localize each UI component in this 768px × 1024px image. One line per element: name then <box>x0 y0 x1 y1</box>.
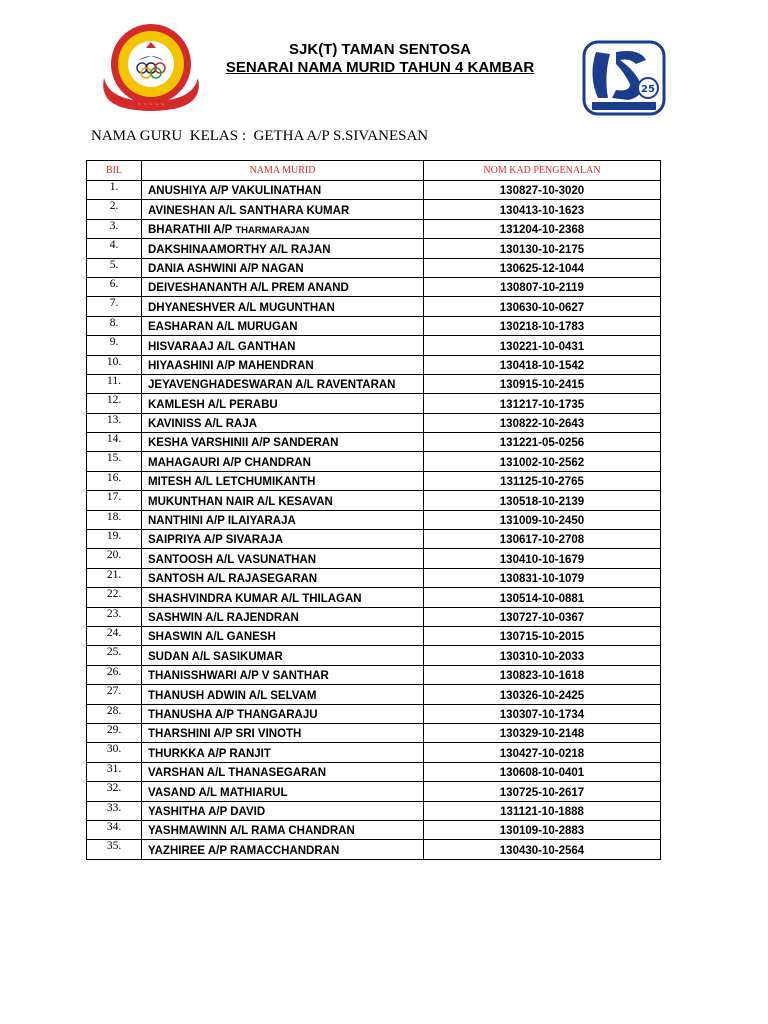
row-number: 4. <box>87 239 142 258</box>
ic-number: 130831-10-1079 <box>424 568 661 587</box>
student-name-text: THANISSHWARI A/P V SANTHAR <box>148 670 329 683</box>
row-number: 31. <box>87 762 142 781</box>
student-name <box>142 588 424 607</box>
student-name-text: SAIPRIYA A/P SIVARAJA <box>148 534 284 547</box>
student-name-text: VASAND A/L MATHIARUL <box>148 786 288 799</box>
student-name <box>142 549 424 568</box>
ic-number: 130109-10-2883 <box>424 820 661 839</box>
student-name <box>142 413 424 432</box>
row-number: 14. <box>87 433 142 452</box>
ic-number: 130430-10-2564 <box>424 840 661 859</box>
student-name <box>142 316 424 335</box>
teacher-line <box>91 128 428 145</box>
row-number: 30. <box>87 743 142 762</box>
table-row <box>87 355 661 374</box>
table-row <box>87 685 661 704</box>
table-row <box>87 549 661 568</box>
student-name <box>142 297 424 316</box>
student-name-text: THANUSH ADWIN A/L SELVAM <box>148 689 317 702</box>
ic-number: 130727-10-0367 <box>424 607 661 626</box>
student-name <box>142 626 424 645</box>
student-name <box>142 239 424 258</box>
list-title: SENARAI NAMA MURID TAHUN 4 KAMBAR <box>225 59 535 76</box>
ic-number: 130725-10-2617 <box>424 782 661 801</box>
table-row <box>87 626 661 645</box>
ic-number: 130307-10-1734 <box>424 704 661 723</box>
student-name-text: SHASHVINDRA KUMAR A/L THILAGAN <box>148 592 362 605</box>
table-row <box>87 646 661 665</box>
student-name-text: DHYANESHVER A/L MUGUNTHAN <box>148 301 335 314</box>
ic-number: 130518-10-2139 <box>424 491 661 510</box>
student-name <box>142 685 424 704</box>
student-name <box>142 665 424 684</box>
row-number: 35. <box>87 840 142 859</box>
row-number: 33. <box>87 801 142 820</box>
student-name-text: SUDAN A/L SASIKUMAR <box>148 650 283 663</box>
student-name <box>142 607 424 626</box>
table-row <box>87 530 661 549</box>
student-name-text: EASHARAN A/L MURUGAN <box>148 321 298 334</box>
student-name <box>142 452 424 471</box>
student-name-text: BHARATHII A/P <box>148 224 233 237</box>
teacher-label: NAMA GURU KELAS : <box>91 128 247 144</box>
table-row <box>87 510 661 529</box>
student-name-text: KESHA VARSHINII A/P SANDERAN <box>148 437 339 450</box>
table-row <box>87 181 661 200</box>
ic-number: 130715-10-2015 <box>424 626 661 645</box>
student-name-text: SASHWIN A/L RAJENDRAN <box>148 611 299 624</box>
table-row <box>87 665 661 684</box>
table-row <box>87 219 661 238</box>
row-number: 22. <box>87 588 142 607</box>
table-row <box>87 258 661 277</box>
ic-number: 130130-10-2175 <box>424 239 661 258</box>
student-name <box>142 840 424 859</box>
ic-number: 130915-10-2415 <box>424 374 661 393</box>
row-number: 27. <box>87 685 142 704</box>
table-row <box>87 723 661 742</box>
row-number: 20. <box>87 549 142 568</box>
table-row <box>87 762 661 781</box>
ic-number: 130514-10-0881 <box>424 588 661 607</box>
ic-column-header: NOM KAD PENGENALAN <box>424 161 661 181</box>
table-row <box>87 316 661 335</box>
ic-number: 130608-10-0401 <box>424 762 661 781</box>
table-row <box>87 452 661 471</box>
teacher-name: GETHA A/P S.SIVANESAN <box>253 128 429 144</box>
ic-number: 131121-10-1888 <box>424 801 661 820</box>
row-number: 1. <box>87 181 142 200</box>
student-name-text: JEYAVENGHADESWARAN A/L RAVENTARAN <box>148 379 396 392</box>
student-name <box>142 568 424 587</box>
row-number: 11. <box>87 374 142 393</box>
row-number: 34. <box>87 820 142 839</box>
student-name-text: MAHAGAURI A/P CHANDRAN <box>148 456 311 469</box>
table-row <box>87 743 661 762</box>
student-name-text: THANUSHA A/P THANGARAJU <box>148 708 318 721</box>
student-name <box>142 181 424 200</box>
table-row <box>87 394 661 413</box>
table-row <box>87 413 661 432</box>
student-name-text: HIYAASHINI A/P MAHENDRAN <box>148 359 314 372</box>
ic-number: 130617-10-2708 <box>424 530 661 549</box>
student-name-text: HISVARAAJ A/L GANTHAN <box>148 340 296 353</box>
table-row <box>87 471 661 490</box>
table-row <box>87 491 661 510</box>
student-name-text: SANTOOSH A/L VASUNATHAN <box>148 553 317 566</box>
ic-number: 130329-10-2148 <box>424 723 661 742</box>
anniversary-25-logo <box>582 40 666 116</box>
student-name-text: THURKKA A/P RANJIT <box>148 747 271 760</box>
student-name-text: SANTOSH A/L RAJASEGARAN <box>148 573 318 586</box>
row-number: 2. <box>87 200 142 219</box>
ic-number: 130326-10-2425 <box>424 685 661 704</box>
ic-number: 130630-10-0627 <box>424 297 661 316</box>
table-row <box>87 588 661 607</box>
student-name <box>142 723 424 742</box>
student-name-text: VARSHAN A/L THANASEGARAN <box>148 767 327 780</box>
row-number: 8. <box>87 316 142 335</box>
ic-number: 130827-10-3020 <box>424 181 661 200</box>
row-number: 28. <box>87 704 142 723</box>
ic-number: 130410-10-1679 <box>424 549 661 568</box>
ic-number: 130427-10-0218 <box>424 743 661 762</box>
student-name-text: MITESH A/L LETCHUMIKANTH <box>148 476 316 489</box>
student-name-text: NANTHINI A/P ILAIYARAJA <box>148 515 296 528</box>
svg-text:~ ~ ~ ~ ~: ~ ~ ~ ~ ~ <box>137 102 165 108</box>
table-row <box>87 336 661 355</box>
student-name <box>142 219 424 238</box>
student-name <box>142 471 424 490</box>
school-name: SJK(T) TAMAN SENTOSA <box>289 41 471 58</box>
student-name-text: AVINESHAN A/L SANTHARA KUMAR <box>148 204 350 217</box>
ic-number: 131002-10-2562 <box>424 452 661 471</box>
table-row <box>87 782 661 801</box>
student-name <box>142 491 424 510</box>
row-number: 9. <box>87 336 142 355</box>
student-name <box>142 258 424 277</box>
table-row <box>87 568 661 587</box>
ic-number: 131217-10-1735 <box>424 394 661 413</box>
student-name-text: KAVINISS A/L RAJA <box>148 418 258 431</box>
row-number: 10. <box>87 355 142 374</box>
student-name-text: DEIVESHANANTH A/L PREM ANAND <box>148 282 349 295</box>
student-name <box>142 782 424 801</box>
table-row <box>87 374 661 393</box>
student-name <box>142 433 424 452</box>
ic-number: 130221-10-0431 <box>424 336 661 355</box>
ic-number: 131221-05-0256 <box>424 433 661 452</box>
student-name <box>142 762 424 781</box>
table-header-row <box>87 161 661 181</box>
row-number: 3. <box>87 219 142 238</box>
row-number: 15. <box>87 452 142 471</box>
table-row <box>87 433 661 452</box>
student-name <box>142 510 424 529</box>
row-number: 23. <box>87 607 142 626</box>
student-name <box>142 801 424 820</box>
svg-text:25: 25 <box>641 84 655 95</box>
student-name-text: DAKSHINAAMORTHY A/L RAJAN <box>148 243 331 256</box>
student-name <box>142 200 424 219</box>
row-number: 6. <box>87 277 142 296</box>
ic-number: 130218-10-1783 <box>424 316 661 335</box>
student-name <box>142 336 424 355</box>
table-row <box>87 820 661 839</box>
ic-number: 130625-12-1044 <box>424 258 661 277</box>
student-name-text: MUKUNTHAN NAIR A/L KESAVAN <box>148 495 333 508</box>
student-name <box>142 355 424 374</box>
row-number: 25. <box>87 646 142 665</box>
student-name-text: YAZHIREE A/P RAMACCHANDRAN <box>148 844 340 857</box>
student-name <box>142 820 424 839</box>
row-number: 19. <box>87 530 142 549</box>
school-crest-logo <box>96 20 206 116</box>
row-number: 24. <box>87 626 142 645</box>
ic-number: 130310-10-2033 <box>424 646 661 665</box>
row-number: 26. <box>87 665 142 684</box>
ic-number: 130418-10-1542 <box>424 355 661 374</box>
row-number: 13. <box>87 413 142 432</box>
table-row <box>87 607 661 626</box>
student-name <box>142 704 424 723</box>
student-table <box>86 160 661 860</box>
ic-number: 130807-10-2119 <box>424 277 661 296</box>
student-name-text: YASHITHA A/P DAVID <box>148 805 266 818</box>
student-name <box>142 743 424 762</box>
row-number: 5. <box>87 258 142 277</box>
ic-number: 130413-10-1623 <box>424 200 661 219</box>
student-name-text: SHASWIN A/L GANESH <box>148 631 276 644</box>
name-column-header: NAMA MURID <box>142 161 424 181</box>
student-name <box>142 646 424 665</box>
table-row <box>87 297 661 316</box>
student-name-extra: THARMARAJAN <box>235 225 310 237</box>
row-number: 16. <box>87 471 142 490</box>
student-name <box>142 374 424 393</box>
student-name-text: YASHMAWINN A/L RAMA CHANDRAN <box>148 825 355 838</box>
row-number: 29. <box>87 723 142 742</box>
ic-number: 131204-10-2368 <box>424 219 661 238</box>
student-name-text: ANUSHIYA A/P VAKULINATHAN <box>148 185 322 198</box>
student-name-text: DANIA ASHWINI A/P NAGAN <box>148 262 304 275</box>
student-name <box>142 394 424 413</box>
row-number: 7. <box>87 297 142 316</box>
bil-column-header: BIL <box>87 161 142 181</box>
ic-number: 131009-10-2450 <box>424 510 661 529</box>
table-row <box>87 801 661 820</box>
student-name <box>142 277 424 296</box>
row-number: 21. <box>87 568 142 587</box>
table-row <box>87 239 661 258</box>
row-number: 32. <box>87 782 142 801</box>
table-row <box>87 704 661 723</box>
row-number: 17. <box>87 491 142 510</box>
student-name <box>142 530 424 549</box>
ic-number: 130823-10-1618 <box>424 665 661 684</box>
row-number: 12. <box>87 394 142 413</box>
table-row <box>87 277 661 296</box>
ic-number: 130822-10-2643 <box>424 413 661 432</box>
table-row <box>87 840 661 859</box>
ic-number: 131125-10-2765 <box>424 471 661 490</box>
row-number: 18. <box>87 510 142 529</box>
student-name-text: THARSHINI A/P SRI VINOTH <box>148 728 302 741</box>
student-name-text: KAMLESH A/L PERABU <box>148 398 278 411</box>
table-row <box>87 200 661 219</box>
